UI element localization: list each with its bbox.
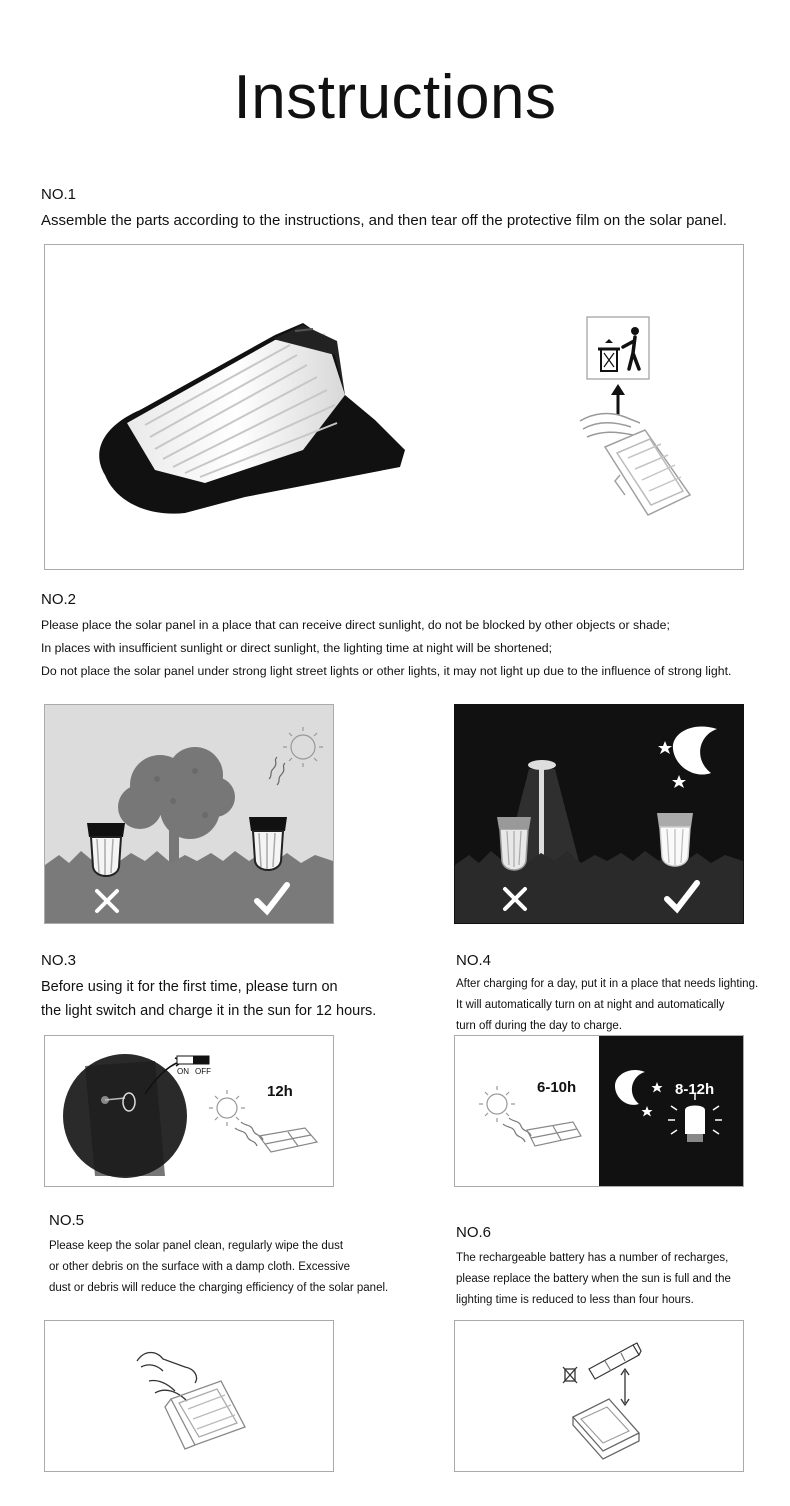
section-text-no5-line1: Please keep the solar panel clean, regularly wipe the dust (49, 1240, 344, 1252)
figure-no2-day (44, 704, 334, 924)
section-heading-no1: NO.1 (41, 186, 77, 203)
switch-icon (177, 1056, 209, 1064)
no-dispose-icon (563, 1367, 577, 1383)
figure-no6 (454, 1320, 744, 1472)
section-text-no4-line1: After charging for a day, put it in a place that needs lighting. (456, 978, 759, 990)
solar-panel-icon (605, 430, 690, 515)
section-text-no1: Assemble the parts according to the instructions, and then tear off the protective film on the solar panel. (41, 212, 727, 229)
switch-on-label: ON (177, 1067, 189, 1076)
sun-icon (209, 1090, 263, 1146)
figure-no5 (44, 1320, 334, 1472)
sun-icon (479, 1086, 531, 1142)
section-text-no4-line2: It will automatically turn on at night and automatically (456, 999, 725, 1011)
section-text-no2-line1: Please place the solar panel in a place that can receive direct sunlight, do not be blocked by other objects or shade; (41, 618, 670, 632)
solar-lamp-icon (497, 817, 531, 870)
section-text-no6-line1: The rechargeable battery has a number of recharges, (456, 1252, 729, 1264)
charge-time-label: 6-10h (537, 1079, 577, 1096)
section-text-no3-line2: the light switch and charge it in the sun for 12 hours. (41, 1003, 377, 1019)
section-text-no4-line3: turn off during the day to charge. (456, 1020, 623, 1032)
section-text-no6-line3: lighting time is reduced to less than four hours. (456, 1294, 694, 1306)
section-heading-no3: NO.3 (41, 952, 77, 969)
section-heading-no4: NO.4 (456, 952, 492, 969)
section-text-no5-line2: or other debris on the surface with a damp cloth. Excessive (49, 1261, 351, 1273)
arrow-up-icon (611, 384, 625, 415)
trash-disposal-icon (587, 317, 649, 379)
solar-lamp-icon (99, 323, 405, 514)
section-text-no6-line2: please replace the battery when the sun is full and the (456, 1273, 731, 1285)
figure-no3 (44, 1035, 334, 1187)
switch-off-label: OFF (195, 1067, 211, 1076)
section-heading-no5: NO.5 (49, 1212, 85, 1229)
section-text-no3-line1: Before using it for the first time, please turn on (41, 979, 338, 995)
solar-lamp-icon (657, 813, 693, 866)
solar-panel-icon (259, 1128, 317, 1152)
battery-icon (589, 1343, 641, 1379)
charge-time-label: 12h (267, 1083, 293, 1100)
section-text-no2-line2: In places with insufficient sunlight or direct sunlight, the lighting time at night will be shortened; (41, 641, 553, 655)
solar-lamp-icon (249, 817, 287, 870)
section-heading-no6: NO.6 (456, 1224, 492, 1241)
hand-icon (137, 1353, 197, 1402)
section-text-no5-line3: dust or debris will reduce the charging efficiency of the solar panel. (49, 1282, 389, 1294)
solar-lamp-icon (87, 823, 125, 876)
solar-panel-icon (527, 1122, 581, 1146)
light-time-label: 8-12h (675, 1081, 715, 1098)
section-heading-no2: NO.2 (41, 591, 77, 608)
page-title: Instructions (233, 63, 557, 132)
figure-no2-night (454, 704, 744, 924)
solar-panel-icon (165, 1381, 245, 1449)
figure-no1 (44, 244, 744, 570)
section-text-no2-line3: Do not place the solar panel under strong light street lights or other lights, it may not light up due to the influence of strong light. (41, 664, 732, 678)
figure-no4 (454, 1035, 744, 1187)
hand-icon (580, 414, 640, 437)
